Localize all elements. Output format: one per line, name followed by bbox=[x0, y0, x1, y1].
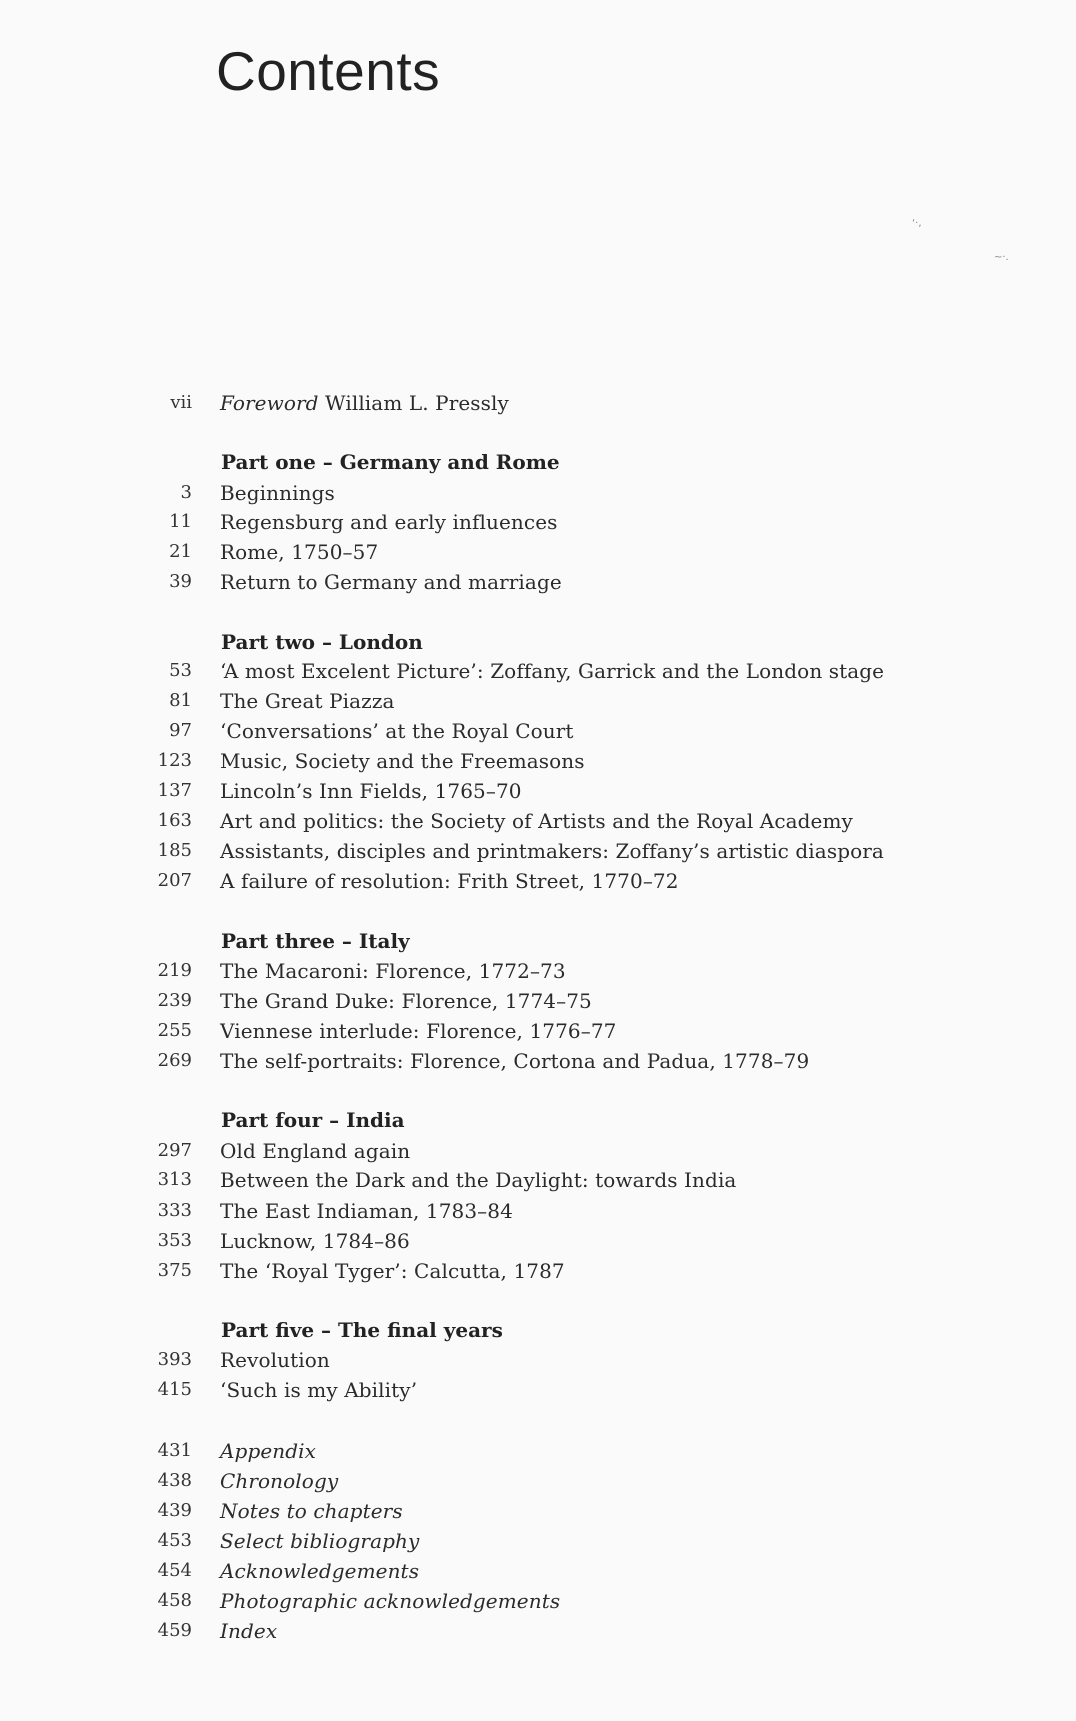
toc-page-number: 353 bbox=[157, 1230, 192, 1251]
toc-chapter-title: The Great Piazza bbox=[220, 689, 395, 713]
toc-entry[interactable] bbox=[0, 1165, 1076, 1195]
toc-page-number: 431 bbox=[157, 1440, 192, 1461]
toc-chapter-title: A failure of resolution: Frith Street, 1770–72 bbox=[220, 869, 679, 893]
toc-chapter-title: The Macaroni: Florence, 1772–73 bbox=[220, 959, 566, 983]
toc-page-number: 219 bbox=[157, 960, 192, 981]
toc-chapter-title: Beginnings bbox=[220, 481, 335, 505]
toc-entry[interactable] bbox=[0, 716, 1076, 746]
toc-entry[interactable] bbox=[0, 746, 1076, 776]
scan-speck: ~·. bbox=[994, 252, 1009, 263]
toc-entry-back-matter[interactable] bbox=[0, 1496, 1076, 1526]
part-heading: Part four – India bbox=[221, 1108, 405, 1132]
toc-chapter-title: Between the Dark and the Daylight: towards India bbox=[220, 1168, 737, 1192]
part-heading: Part one – Germany and Rome bbox=[221, 450, 560, 474]
toc-chapter-title: Music, Society and the Freemasons bbox=[220, 749, 585, 773]
toc-chapter-title: ‘Conversations’ at the Royal Court bbox=[220, 719, 574, 743]
toc-chapter-title: Rome, 1750–57 bbox=[220, 540, 379, 564]
toc-chapter-title: Assistants, disciples and printmakers: Zoffany’s artistic diaspora bbox=[220, 839, 884, 863]
toc-entry-text bbox=[220, 388, 509, 418]
toc-chapter-title: Lucknow, 1784–86 bbox=[220, 1229, 410, 1253]
toc-chapter-title: Return to Germany and marriage bbox=[220, 570, 562, 594]
toc-page-number: 185 bbox=[157, 840, 192, 861]
toc-entry[interactable] bbox=[0, 866, 1076, 896]
toc-back-matter-title: Acknowledgements bbox=[220, 1559, 420, 1583]
toc-page-number: 239 bbox=[157, 990, 192, 1011]
toc-entry[interactable] bbox=[0, 1046, 1076, 1076]
toc-page-number: 39 bbox=[169, 571, 192, 592]
toc-chapter-title: The Grand Duke: Florence, 1774–75 bbox=[220, 989, 592, 1013]
toc-chapter-title: Regensburg and early influences bbox=[220, 510, 558, 534]
part-heading: Part two – London bbox=[221, 630, 423, 654]
toc-entry[interactable] bbox=[0, 686, 1076, 716]
toc-entry-back-matter[interactable] bbox=[0, 1436, 1076, 1466]
toc-page-number: 438 bbox=[157, 1470, 192, 1491]
toc-page-number: 297 bbox=[157, 1140, 192, 1161]
toc-entry[interactable] bbox=[0, 1256, 1076, 1286]
toc-page-number: 53 bbox=[169, 660, 192, 681]
toc-entry[interactable] bbox=[0, 567, 1076, 597]
part-heading: Part five – The final years bbox=[221, 1318, 503, 1342]
toc-page-number: 163 bbox=[157, 810, 192, 831]
toc-page-number: 459 bbox=[157, 1620, 192, 1641]
toc-back-matter-title: Notes to chapters bbox=[220, 1499, 403, 1523]
toc-back-matter-title: Appendix bbox=[220, 1439, 317, 1463]
toc-entry[interactable] bbox=[0, 507, 1076, 537]
toc-back-matter-title: Select bibliography bbox=[220, 1529, 420, 1553]
toc-page-number: 415 bbox=[157, 1379, 192, 1400]
toc-chapter-title: Lincoln’s Inn Fields, 1765–70 bbox=[220, 779, 522, 803]
toc-page-number: 375 bbox=[157, 1260, 192, 1281]
toc-entry[interactable] bbox=[0, 1345, 1076, 1375]
toc-chapter-title: Art and politics: the Society of Artists and the Royal Academy bbox=[220, 809, 853, 833]
toc-entry-back-matter[interactable] bbox=[0, 1466, 1076, 1496]
toc-page-number: 458 bbox=[157, 1590, 192, 1611]
toc-entry[interactable] bbox=[0, 1136, 1076, 1166]
toc-page-number: 97 bbox=[169, 720, 192, 741]
toc-back-matter-title: Index bbox=[220, 1619, 278, 1643]
toc-entry[interactable] bbox=[0, 986, 1076, 1016]
toc-entry[interactable] bbox=[0, 478, 1076, 508]
toc-page-number: 439 bbox=[157, 1500, 192, 1521]
toc-page-number: 333 bbox=[157, 1200, 192, 1221]
toc-page-number: 81 bbox=[169, 690, 192, 711]
toc-entry-back-matter[interactable] bbox=[0, 1556, 1076, 1586]
toc-chapter-title: Viennese interlude: Florence, 1776–77 bbox=[220, 1019, 617, 1043]
toc-entry[interactable] bbox=[0, 836, 1076, 866]
part-heading: Part three – Italy bbox=[221, 929, 410, 953]
toc-page-number: 21 bbox=[169, 541, 192, 562]
toc-back-matter-title: Chronology bbox=[220, 1469, 339, 1493]
foreword-label: Foreword bbox=[220, 391, 319, 415]
toc-entry[interactable] bbox=[0, 1196, 1076, 1226]
toc-page-number: 137 bbox=[157, 780, 192, 801]
toc-page-number: 269 bbox=[157, 1050, 192, 1071]
toc-entry[interactable] bbox=[0, 537, 1076, 567]
toc-entry[interactable] bbox=[0, 956, 1076, 986]
toc-entry[interactable] bbox=[0, 1016, 1076, 1046]
toc-entry-back-matter[interactable] bbox=[0, 1616, 1076, 1646]
toc-chapter-title: The ‘Royal Tyger’: Calcutta, 1787 bbox=[220, 1259, 565, 1283]
foreword-author: William L. Pressly bbox=[325, 391, 509, 415]
toc-page-number: 255 bbox=[157, 1020, 192, 1041]
toc-entry[interactable] bbox=[0, 1226, 1076, 1256]
toc-page-number: 11 bbox=[169, 511, 192, 532]
toc-entry-foreword[interactable] bbox=[0, 388, 1076, 418]
toc-page-number: 393 bbox=[157, 1349, 192, 1370]
toc-page-number: 207 bbox=[157, 870, 192, 891]
toc-entry-back-matter[interactable] bbox=[0, 1586, 1076, 1616]
toc-entry[interactable] bbox=[0, 656, 1076, 686]
scan-speck: ‘·, bbox=[912, 218, 922, 229]
toc-chapter-title: ‘A most Excelent Picture’: Zoffany, Garrick and the London stage bbox=[220, 659, 885, 683]
toc-page-number: 313 bbox=[157, 1169, 192, 1190]
toc-chapter-title: ‘Such is my Ability’ bbox=[220, 1378, 418, 1402]
toc-entry[interactable] bbox=[0, 1375, 1076, 1405]
toc-page-number: vii bbox=[170, 392, 192, 413]
toc-entry[interactable] bbox=[0, 776, 1076, 806]
toc-page-number: 3 bbox=[180, 482, 192, 503]
toc-entry[interactable] bbox=[0, 806, 1076, 836]
toc-page-number: 454 bbox=[157, 1560, 192, 1581]
toc-chapter-title: The self-portraits: Florence, Cortona and Padua, 1778–79 bbox=[220, 1049, 810, 1073]
toc-chapter-title: The East Indiaman, 1783–84 bbox=[220, 1199, 513, 1223]
page-title: Contents bbox=[216, 40, 441, 102]
toc-chapter-title: Revolution bbox=[220, 1348, 330, 1372]
toc-page-number: 123 bbox=[157, 750, 192, 771]
toc-back-matter-title: Photographic acknowledgements bbox=[220, 1589, 561, 1613]
toc-chapter-title: Old England again bbox=[220, 1139, 411, 1163]
toc-entry-back-matter[interactable] bbox=[0, 1526, 1076, 1556]
toc-page-number: 453 bbox=[157, 1530, 192, 1551]
